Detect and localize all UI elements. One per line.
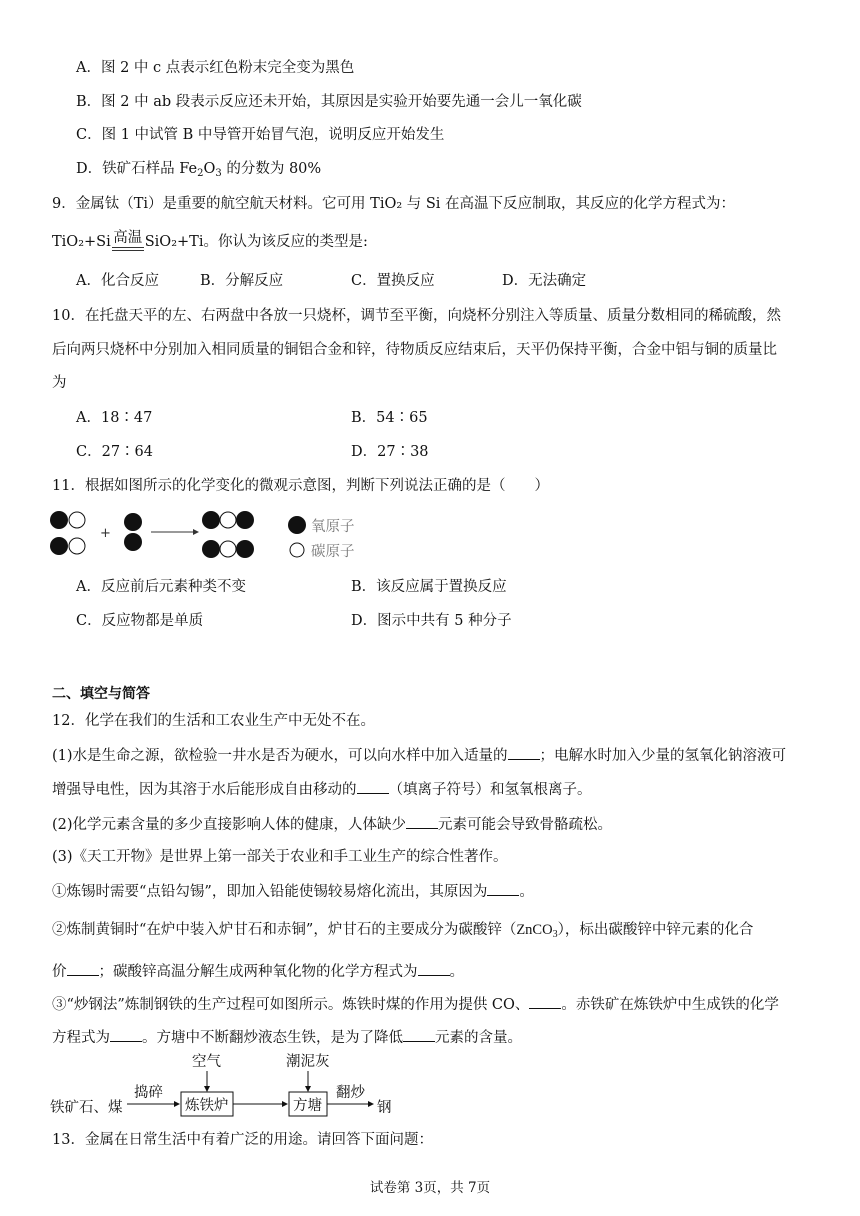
q8-option-b: B．图 2 中 ab 段表示反应还未开始，其原因是实验开始要先通一会儿一氧化碳 [76,94,582,110]
reactant-o2-molecule [124,513,142,551]
q12-part3-item2-line2: 价 ；碳酸锌高温分解生成两种氧化物的化学方程式为 。 [52,961,464,982]
q10-option-a: A．18∶47 [76,410,153,426]
answer-blank[interactable] [418,961,450,976]
product-co2-molecules [202,511,254,558]
q12-part2: (2)化学元素含量的多少直接影响人体的健康，人体缺少 元素可能会导致骨骼疏松。 [52,814,612,835]
molecule-diagram [48,506,368,568]
answer-blank[interactable] [406,814,438,829]
q8-option-a: A．图 2 中 c 点表示红色粉末完全变为黑色 [76,60,355,76]
flow-step-crush: 捣碎 [134,1085,163,1101]
q12-stem: 12．化学在我们的生活和工农业生产中无处不在。 [52,713,375,729]
plus-sign: + [100,526,111,541]
answer-blank[interactable] [529,994,561,1009]
reactant-co-molecules [50,511,85,555]
q9-option-a: A．化合反应 [76,273,159,289]
q12-part3: (3)《天工开物》是世界上第一部关于农业和手工业生产的综合性著作。 [52,849,508,865]
answer-blank[interactable] [67,961,99,976]
flow-start-label: 铁矿石、煤 [50,1100,123,1116]
q12-part1-line2: 增强导电性，因为其溶于水后能形成自由移动的 （填离子符号）和氢氧根离子。 [52,779,592,800]
q11-stem: 11．根据如图所示的化学变化的微观示意图，判断下列说法正确的是（ ） [52,478,549,494]
q12-part3-item3-line1: ③“炒钢法”炼制钢铁的生产过程可如图所示。炼铁时煤的作用为提供 CO、 。赤铁矿在炼铁炉中生成铁的化学 [52,994,779,1015]
q10-stem-line2: 后向两只烧杯中分别加入相同质量的铜铝合金和锌，待物质反应结束后，天平仍保持平衡，合金中铝与铜的质量比 [52,342,777,358]
q11-option-c: C．反应物都是单质 [76,613,204,629]
q10-stem-line3: 为 [52,375,67,391]
q10-option-b: B．54∶65 [351,410,428,426]
q11-option-d: D．图示中共有 5 种分子 [351,613,512,629]
flow-air-label: 空气 [192,1054,221,1070]
q13-stem: 13．金属在日常生活中有着广泛的用途。请回答下面问题： [52,1132,433,1148]
svg-text:氧原子: 氧原子 [311,519,355,535]
q12-part3-item1: ①炼锡时需要“点铅勾锡”，即加入铅能使锡较易熔化流出，其原因为 。 [52,881,534,902]
q12-part3-item3-line2: 方程式为 。方塘中不断翻炒液态生铁，是为了降低 元素的含量。 [52,1027,522,1048]
q11-option-b: B．该反应属于置换反应 [351,579,507,595]
page-footer: 试卷第 3页，共 7页 [369,1180,491,1196]
flow-box-furnace: 炼铁炉 [185,1098,229,1114]
equation-products: SiO₂+Ti。你认为该反应的类型是: [144,234,368,250]
q10-stem-line1: 10．在托盘天平的左、右两盘中各放一只烧杯，调节至平衡，向烧杯分别注入等质量、质量分数相同的稀硫酸，然 [52,308,781,324]
q10-option-d: D．27∶38 [351,444,429,460]
answer-blank[interactable] [487,881,519,896]
flow-end-label: 钢 [377,1100,392,1116]
q12-part3-item2-line1: ②炼制黄铜时“在炉中装入炉甘石和赤铜”，炉甘石的主要成分为碳酸锌（ZnCO$_3$），标出碳酸锌中锌元素的化合 [52,922,754,940]
section-heading: 二、填空与简答 [52,686,150,702]
svg-text:碳原子: 碳原子 [311,544,355,560]
answer-blank[interactable] [357,779,389,794]
q9-option-d: D．无法确定 [502,273,587,289]
answer-blank[interactable] [110,1027,142,1042]
q9-option-c: C．置换反应 [351,273,435,289]
reaction-condition: 高温 [111,232,145,252]
reaction-arrow [151,529,199,535]
zinc-carbonate-formula: ZnCO$_3$ [516,922,558,940]
q8-option-d: D．铁矿石样品 $Fe_2O_3$ 的分数为 80% [76,161,322,179]
q10-option-c: C．27∶64 [76,444,153,460]
q9-stem: 9．金属钛（Ti）是重要的航空航天材料。它可用 TiO₂ 与 Si 在高温下反应制取，其反应的化学方程式为： [52,196,736,212]
equation-reactants: TiO₂+Si [52,234,111,250]
carbon-atom-legend [290,543,355,560]
oxygen-atom-legend [288,516,355,535]
answer-blank[interactable] [403,1027,435,1042]
flow-box-pond: 方塘 [293,1098,322,1114]
q8-option-c: C．图 1 中试管 B 中导管开始冒气泡，说明反应开始发生 [76,127,445,143]
steelmaking-flow-diagram [50,1050,410,1122]
flow-step-stir: 翻炒 [336,1085,365,1101]
q12-part1-line1: (1)水是生命之源，欲检验一井水是否为硬水，可以向水样中加入适量的 ；电解水时加入少量的氢氧化钠溶液可 [52,745,786,766]
q9-equation [52,232,368,252]
answer-blank[interactable] [508,745,540,760]
flow-ash-label: 潮泥灰 [286,1054,330,1070]
q11-option-a: A．反应前后元素种类不变 [76,579,246,595]
q9-option-b: B．分解反应 [200,273,284,289]
